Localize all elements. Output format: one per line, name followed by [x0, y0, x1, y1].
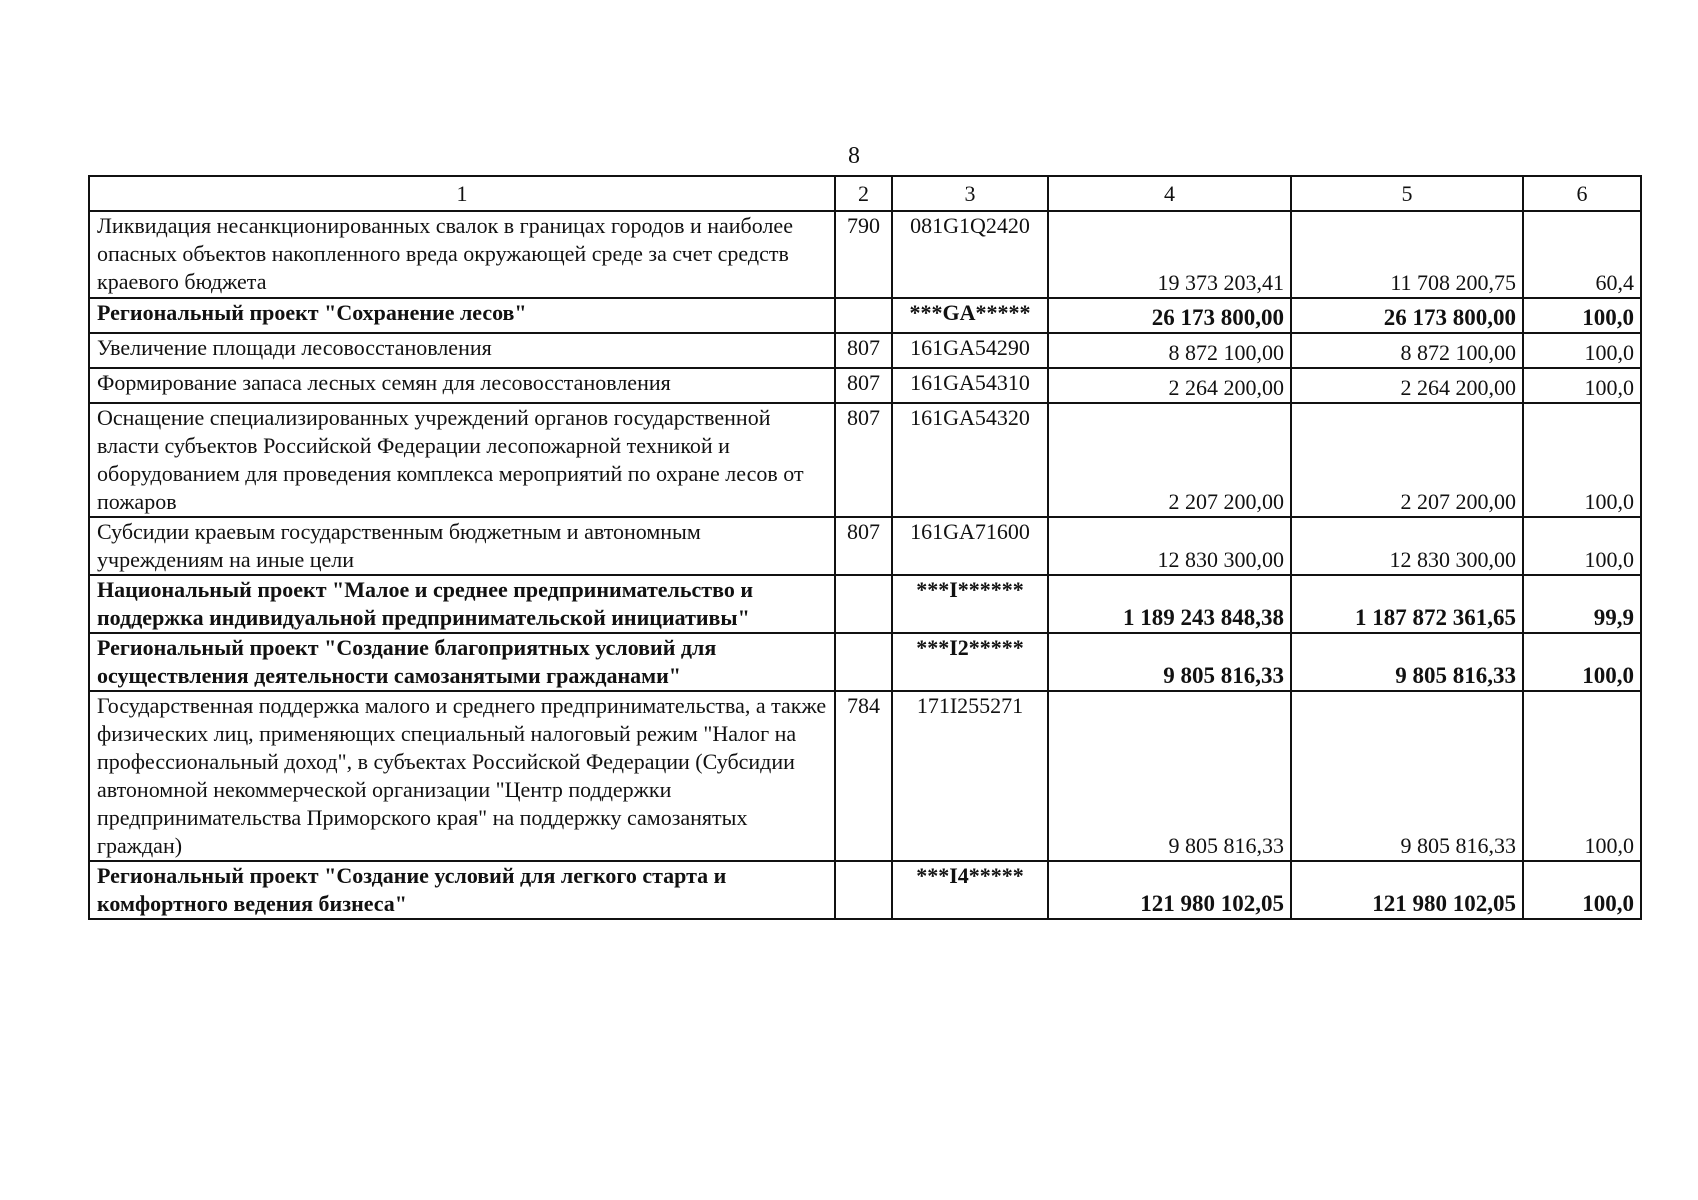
item-col6: 99,9 [1523, 575, 1641, 633]
item-col4: 12 830 300,00 [1048, 517, 1291, 575]
table-row [89, 211, 1641, 298]
table-row [89, 298, 1641, 333]
item-col3: 161GA54320 [892, 403, 1048, 517]
item-name: Формирование запаса лесных семян для лесовосстановления [89, 368, 835, 403]
item-name: Региональный проект "Создание условий для легкого старта и комфортного ведения бизнеса" [89, 861, 835, 919]
item-col4: 1 189 243 848,38 [1048, 575, 1291, 633]
column-header: 4 [1048, 176, 1291, 211]
item-col5: 2 207 200,00 [1291, 403, 1523, 517]
item-name: Оснащение специализированных учреждений органов государственной власти субъектов Российской Федерации лесопожарной техникой и оборудованием для проведения комплекса мероприятий по охране лесов от пожаров [89, 403, 835, 517]
item-col3: ***I2***** [892, 633, 1048, 691]
table-row [89, 861, 1641, 919]
column-number-row [89, 176, 1641, 211]
item-col5: 2 264 200,00 [1291, 368, 1523, 403]
table-row [89, 403, 1641, 517]
item-col6: 100,0 [1523, 298, 1641, 333]
item-name: Субсидии краевым государственным бюджетным и автономным учреждениям на иные цели [89, 517, 835, 575]
item-col6: 100,0 [1523, 861, 1641, 919]
item-col6: 100,0 [1523, 691, 1641, 861]
table-row [89, 333, 1641, 368]
item-col5: 9 805 816,33 [1291, 691, 1523, 861]
item-col4: 2 264 200,00 [1048, 368, 1291, 403]
item-name: Ликвидация несанкционированных свалок в границах городов и наиболее опасных объектов накопленного вреда окружающей среде за счет средств краевого бюджета [89, 211, 835, 298]
item-col2: 807 [835, 403, 892, 517]
item-col3: 161GA54310 [892, 368, 1048, 403]
item-name: Государственная поддержка малого и среднего предпринимательства, а также физических лиц, применяющих специальный налоговый режим "Налог на профессиональный доход", в субъектах Российской Федерации (Субсидии автономной некоммерческой организации "Центр поддержки предпринимательства Приморского края" на поддержку самозанятых граждан) [89, 691, 835, 861]
item-col6: 100,0 [1523, 633, 1641, 691]
item-col3: 171I255271 [892, 691, 1048, 861]
item-col4: 121 980 102,05 [1048, 861, 1291, 919]
item-col3: 081G1Q2420 [892, 211, 1048, 298]
item-col2: 784 [835, 691, 892, 861]
column-header: 1 [89, 176, 835, 211]
item-col3: ***I****** [892, 575, 1048, 633]
item-col2: 790 [835, 211, 892, 298]
item-col2: 807 [835, 517, 892, 575]
item-col2: 807 [835, 368, 892, 403]
item-col5: 11 708 200,75 [1291, 211, 1523, 298]
table-row [89, 517, 1641, 575]
item-col3: 161GA54290 [892, 333, 1048, 368]
item-col4: 9 805 816,33 [1048, 691, 1291, 861]
item-col6: 100,0 [1523, 368, 1641, 403]
item-col5: 12 830 300,00 [1291, 517, 1523, 575]
item-col6: 60,4 [1523, 211, 1641, 298]
item-col6: 100,0 [1523, 333, 1641, 368]
item-name: Региональный проект "Сохранение лесов" [89, 298, 835, 333]
table-row [89, 368, 1641, 403]
item-col4: 9 805 816,33 [1048, 633, 1291, 691]
item-col4: 26 173 800,00 [1048, 298, 1291, 333]
item-col4: 2 207 200,00 [1048, 403, 1291, 517]
item-col6: 100,0 [1523, 517, 1641, 575]
item-col2 [835, 861, 892, 919]
item-col5: 9 805 816,33 [1291, 633, 1523, 691]
column-header: 3 [892, 176, 1048, 211]
item-col3: ***GA***** [892, 298, 1048, 333]
item-col5: 1 187 872 361,65 [1291, 575, 1523, 633]
column-header: 2 [835, 176, 892, 211]
item-col3: 161GA71600 [892, 517, 1048, 575]
item-name: Национальный проект "Малое и среднее предпринимательство и поддержка индивидуальной предпринимательской инициативы" [89, 575, 835, 633]
item-col2 [835, 633, 892, 691]
column-header: 6 [1523, 176, 1641, 211]
item-col6: 100,0 [1523, 403, 1641, 517]
table-row [89, 691, 1641, 861]
item-col2 [835, 298, 892, 333]
item-col5: 8 872 100,00 [1291, 333, 1523, 368]
column-header: 5 [1291, 176, 1523, 211]
item-col2: 807 [835, 333, 892, 368]
item-col5: 121 980 102,05 [1291, 861, 1523, 919]
table-row [89, 575, 1641, 633]
item-name: Увеличение площади лесовосстановления [89, 333, 835, 368]
budget-execution-table [88, 175, 1642, 920]
item-col3: ***I4***** [892, 861, 1048, 919]
item-col5: 26 173 800,00 [1291, 298, 1523, 333]
page-number: 8 [848, 143, 860, 169]
item-col4: 8 872 100,00 [1048, 333, 1291, 368]
item-col2 [835, 575, 892, 633]
item-name: Региональный проект "Создание благоприятных условий для осуществления деятельности самозанятыми гражданами" [89, 633, 835, 691]
item-col4: 19 373 203,41 [1048, 211, 1291, 298]
table-row [89, 633, 1641, 691]
